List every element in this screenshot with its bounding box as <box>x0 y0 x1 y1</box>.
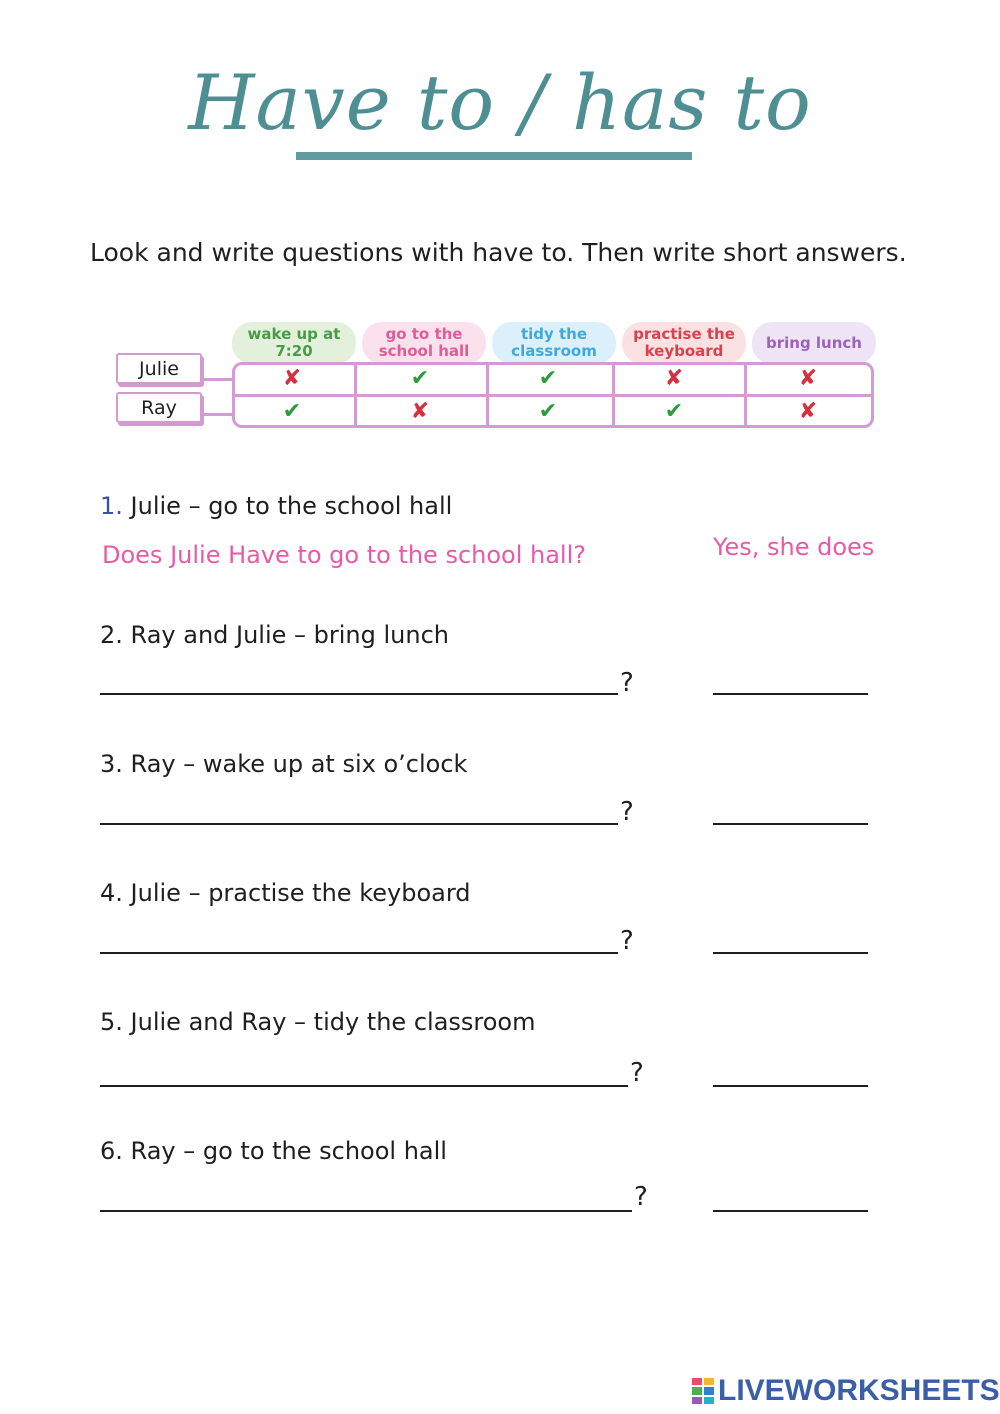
row-label-julie: Julie <box>116 353 202 384</box>
logo-text: LIVEWORKSHEETS <box>718 1374 1000 1407</box>
worksheet-title: Have to / has to <box>188 58 812 147</box>
short-answer-field[interactable] <box>713 1085 868 1087</box>
question-number: 4. <box>100 879 123 907</box>
question-answer-field[interactable] <box>100 1210 632 1212</box>
short-answer-field[interactable] <box>713 823 868 825</box>
col-divider <box>486 362 489 428</box>
question-4 <box>100 879 471 907</box>
row-label-ray: Ray <box>116 392 202 423</box>
question-prompt: Ray – go to the school hall <box>130 1137 447 1165</box>
check-icon: ✔ <box>538 366 558 391</box>
header-tidy-classroom: tidy the classroom <box>492 322 616 364</box>
question-mark: ? <box>630 1058 644 1088</box>
question-6 <box>100 1137 447 1165</box>
header-school-hall: go to the school hall <box>362 322 486 364</box>
question-number: 5. <box>100 1008 123 1036</box>
question-number: 6. <box>100 1137 123 1165</box>
check-icon: ✔ <box>410 366 430 391</box>
cross-icon: ✘ <box>798 399 818 424</box>
short-answer-field[interactable] <box>713 952 868 954</box>
instructions: Look and write questions with have to. Then write short answers. <box>90 238 907 267</box>
row-divider <box>232 394 874 397</box>
example-short-answer: Yes, she does <box>713 533 875 561</box>
question-answer-field[interactable] <box>100 823 618 825</box>
connector-ray <box>200 413 232 416</box>
question-prompt: Julie – go to the school hall <box>130 492 453 520</box>
col-divider <box>612 362 615 428</box>
short-answer-field[interactable] <box>713 693 868 695</box>
check-icon: ✔ <box>538 399 558 424</box>
question-answer-field[interactable] <box>100 693 618 695</box>
question-2 <box>100 621 449 649</box>
question-prompt: Julie – practise the keyboard <box>130 879 471 907</box>
cross-icon: ✘ <box>282 366 302 391</box>
title-underline <box>296 152 692 160</box>
question-1 <box>100 492 452 520</box>
question-number: 2. <box>100 621 123 649</box>
header-bring-lunch: bring lunch <box>752 322 876 364</box>
question-mark: ? <box>620 926 634 956</box>
cross-icon: ✘ <box>664 366 684 391</box>
col-divider <box>744 362 747 428</box>
cross-icon: ✘ <box>798 366 818 391</box>
cross-icon: ✘ <box>410 399 430 424</box>
question-number: 3. <box>100 750 123 778</box>
question-mark: ? <box>620 797 634 827</box>
short-answer-field[interactable] <box>713 1210 868 1212</box>
example-answer-question: Does Julie Have to go to the school hall? <box>102 541 587 569</box>
liveworksheets-logo-icon <box>692 1378 714 1404</box>
col-divider <box>354 362 357 428</box>
liveworksheets-logo <box>692 1374 1000 1408</box>
question-3 <box>100 750 467 778</box>
connector-julie <box>200 378 232 381</box>
question-5 <box>100 1008 536 1036</box>
question-answer-field[interactable] <box>100 1085 628 1087</box>
header-practise-keyboard: practise the keyboard <box>622 322 746 364</box>
question-answer-field[interactable] <box>100 952 618 954</box>
question-prompt: Ray and Julie – bring lunch <box>130 621 450 649</box>
header-wake-up: wake up at 7:20 <box>232 322 356 364</box>
check-icon: ✔ <box>282 399 302 424</box>
check-icon: ✔ <box>664 399 684 424</box>
question-number: 1. <box>100 492 123 520</box>
question-prompt: Julie and Ray – tidy the classroom <box>130 1008 536 1036</box>
question-prompt: Ray – wake up at six o’clock <box>130 750 468 778</box>
question-mark: ? <box>634 1182 648 1212</box>
question-mark: ? <box>620 668 634 698</box>
